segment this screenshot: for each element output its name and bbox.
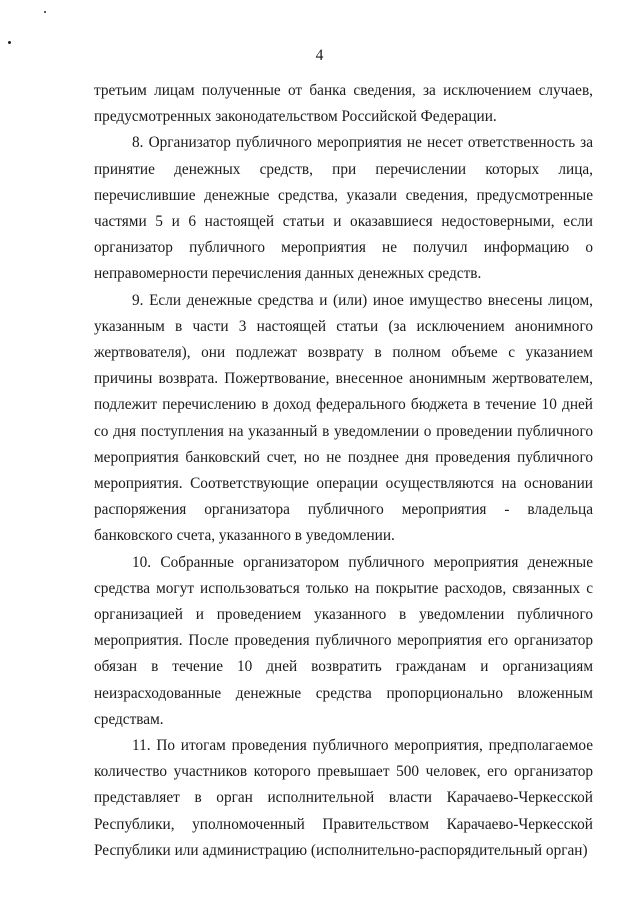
scan-speck [8,41,11,44]
paragraph-11: 11. По итогам проведения публичного мероприятия, предполагаемое количество участников которого превышает 500 человек, его организатор представляет в орган исполнительной власти Карачаево-Черкесской Республики, уполномоченный Правительством Карачаево-Черкесской Республики или администрацию (исполнительно-распорядительный орган) [94,737,593,859]
scan-speck [44,11,46,13]
paragraph-10: 10. Собранные организатором публичного мероприятия денежные средства могут использоваться только на покрытие расходов, связанных с организацией и проведением указанного в уведомлении публичного мероприятия. После проведения публичного мероприятия его организатор обязан в течение 10 дней возвратить гражданам и организациям неизрасходованные денежные средства пропорционально вложенным средствам. [94,553,593,728]
paragraph-continuation: третьим лицам полученные от банка сведения, за исключением случаев, предусмотренных законодательством Российской Федерации. [94,82,593,126]
page-number: 4 [315,47,324,64]
paragraph-8: 8. Организатор публичного мероприятия не несет ответственность за принятие денежных средств, при перечислении которых лица, перечислившие денежные средства, указали сведения, предусмотренные частями 5 и 6 настоящей статьи и оказавшиеся недостоверными, если организатор публичного мероприятия не получил информацию о неправомерности перечисления данных денежных средств. [94,134,593,283]
paragraph-9: 9. Если денежные средства и (или) иное имущество внесены лицом, указанным в части 3 настоящей статьи (за исключением анонимного жертвователя), они подлежат возврату в полном объеме с указанием причины возврата. Пожертвование, внесенное анонимным жертвователем, подлежит перечислению в доход федерального бюджета в течение 10 дней со дня поступления на указанный в уведомлении о проведении публичного мероприятия банковский счет, но не позднее дня проведения публичного мероприятия. Соответствующие операции осуществляются на основании распоряжения организатора публичного мероприятия - владельца банковского счета, указанного в уведомлении. [94,291,593,545]
document-body [94,78,593,864]
